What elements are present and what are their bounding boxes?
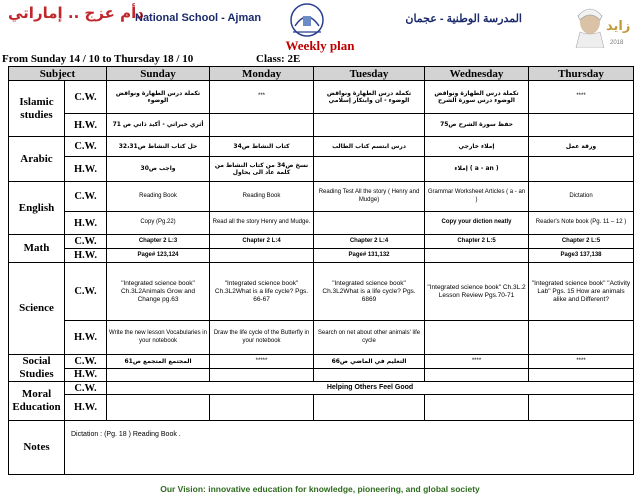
- col-header-monday: Monday: [210, 67, 314, 81]
- cell: Reading Test All the story ( Henry and Mudge): [314, 182, 425, 212]
- date-range: From Sunday 14 / 10 to Thursday 18 / 10: [2, 53, 194, 65]
- cell: Chapter 2 L:4: [314, 235, 425, 249]
- cell: [210, 395, 314, 421]
- cell: Page# 123,124: [107, 249, 210, 263]
- table-row: [9, 395, 634, 421]
- cell: "Integrated science book" Ch.3L2What is a life cycle? Pgs. 66-67: [210, 263, 314, 321]
- cell: واجب ص30: [107, 157, 210, 182]
- cell: [210, 249, 314, 263]
- subject-social-studies: Social Studies: [9, 355, 65, 382]
- cell: [210, 368, 314, 382]
- cell: [529, 157, 634, 182]
- row-type: H.W.: [65, 114, 107, 137]
- table-row: [9, 235, 634, 249]
- subject-arabic: Arabic: [9, 137, 65, 182]
- school-name-ar: المدرسة الوطنية - عجمان: [405, 13, 522, 25]
- row-type: H.W.: [65, 321, 107, 355]
- cell: "Integrated science book" "Activity Lab" Pgs. 15 How are animals alike and Different?: [529, 263, 634, 321]
- cell: [529, 395, 634, 421]
- cell: Chapter 2 L:5: [425, 235, 529, 249]
- cell: [314, 395, 425, 421]
- subject-notes: Notes: [9, 421, 65, 475]
- subject-science: Science: [9, 263, 65, 355]
- cell: Page3 137,138: [529, 249, 634, 263]
- cell: "Integrated science book" Ch.3L.2 Lesson Review Pgs.70-71: [425, 263, 529, 321]
- table-row: [9, 137, 634, 157]
- cell: ****: [425, 355, 529, 369]
- table-row: [9, 157, 634, 182]
- cell: "Integrated science book" Ch.3L2What is a life cycle? Pgs. 6869: [314, 263, 425, 321]
- cell: [529, 321, 634, 355]
- cell: Copy (Pg.22): [107, 212, 210, 235]
- cell: ****: [529, 355, 634, 369]
- cell: Write the new lesson Vocabularies in your notebook: [107, 321, 210, 355]
- cell: تكملة درس الطهارة ونواقض الوضوء: [107, 81, 210, 114]
- cell: [314, 114, 425, 137]
- cell: أثري خبراتي - أكيد ذاتي ص 71: [107, 114, 210, 137]
- col-header-thursday: Thursday: [529, 67, 634, 81]
- cell: [210, 114, 314, 137]
- cell: كتاب النشاط ص34: [210, 137, 314, 157]
- cell: درس ابتسم كتاب الطالب: [314, 137, 425, 157]
- table-row: [9, 368, 634, 382]
- cell: [425, 368, 529, 382]
- row-type: C.W.: [65, 263, 107, 321]
- table-row: [9, 421, 634, 475]
- table-row: [9, 114, 634, 137]
- cell: Chapter 2 L:4: [210, 235, 314, 249]
- cell: Grammar Worksheet Articles ( a - an ): [425, 182, 529, 212]
- merged-cell: Helping Others Feel Good: [107, 382, 634, 395]
- svg-text:2018: 2018: [610, 40, 624, 46]
- cell: [314, 368, 425, 382]
- cell: Read all the story Henry and Mudge.: [210, 212, 314, 235]
- cell: [425, 395, 529, 421]
- cell: [529, 368, 634, 382]
- subject-math: Math: [9, 235, 65, 263]
- cell: إملاء ( a - an ): [425, 157, 529, 182]
- subject-english: English: [9, 182, 65, 235]
- row-type: C.W.: [65, 235, 107, 249]
- row-type: H.W.: [65, 249, 107, 263]
- row-type: C.W.: [65, 81, 107, 114]
- row-type: C.W.: [65, 137, 107, 157]
- row-type: C.W.: [65, 355, 107, 369]
- cell: Search on net about other animals' life cycle: [314, 321, 425, 355]
- page-title: Weekly plan: [285, 38, 355, 53]
- table-row: [9, 249, 634, 263]
- cell: Copy your diction neatly: [425, 212, 529, 235]
- cell: [107, 368, 210, 382]
- cell: Draw the life cycle of the Butterfly in your notebook: [210, 321, 314, 355]
- cell: نسخ ص34 من كتاب النشاط من كلمة عاد الى يحاول: [210, 157, 314, 182]
- cell: Chapter 2 L:3: [107, 235, 210, 249]
- subject-islamic: Islamic studies: [9, 81, 65, 137]
- cell: Page# 131,132: [314, 249, 425, 263]
- table-row: [9, 321, 634, 355]
- cell: [107, 395, 210, 421]
- cell: حل كتاب النشاط ص32،31: [107, 137, 210, 157]
- table-row: [9, 263, 634, 321]
- cell: [425, 321, 529, 355]
- cell: Chapter 2 L:5: [529, 235, 634, 249]
- cell: حفظ سورة الشرح ص75: [425, 114, 529, 137]
- weekly-plan-table: [8, 66, 634, 475]
- cell: [314, 212, 425, 235]
- slogan: دأم عزج .. إماراتي: [8, 4, 144, 22]
- class-label: Class: 2E: [256, 53, 301, 65]
- cell: ****: [529, 81, 634, 114]
- table-row: [9, 212, 634, 235]
- svg-text:زايد: زايد: [606, 19, 631, 34]
- cell: ورقة عمل: [529, 137, 634, 157]
- cell: Reader's Note book (Pg. 11 – 12 ): [529, 212, 634, 235]
- row-type: H.W.: [65, 368, 107, 382]
- cell: Reading Book: [210, 182, 314, 212]
- cell: "Integrated science book" Ch.3L2Animals Grow and Change pg.63: [107, 263, 210, 321]
- row-type: C.W.: [65, 382, 107, 395]
- subject-moral-education: Moral Education: [9, 382, 65, 421]
- row-type: H.W.: [65, 157, 107, 182]
- cell: التعليم في الماضي ص66: [314, 355, 425, 369]
- row-type: C.W.: [65, 182, 107, 212]
- school-emblem-icon: [283, 2, 331, 40]
- row-type: H.W.: [65, 395, 107, 421]
- col-header-wednesday: Wednesday: [425, 67, 529, 81]
- cell: [529, 114, 634, 137]
- header-row: [9, 67, 634, 81]
- notes-text: Dictation : (Pg. 18 ) Reading Book .: [65, 421, 634, 475]
- cell: ***: [210, 81, 314, 114]
- cell: إملاء خارجي: [425, 137, 529, 157]
- cell: تكملة درس الطهارة ونواقض الوضوء درس سورة الشرح: [425, 81, 529, 114]
- cell: *****: [210, 355, 314, 369]
- col-header-sunday: Sunday: [107, 67, 210, 81]
- table-row: [9, 355, 634, 369]
- school-name-en: National School - Ajman: [135, 12, 262, 24]
- col-header-tuesday: Tuesday: [314, 67, 425, 81]
- table-row: [9, 182, 634, 212]
- table-row: [9, 382, 634, 395]
- cell: [425, 249, 529, 263]
- cell: Reading Book: [107, 182, 210, 212]
- cell: تكملة درس الطهارة ونواقض الوضوء - ان وابتكار إسلامي: [314, 81, 425, 114]
- cell: [314, 157, 425, 182]
- cell: Dictation: [529, 182, 634, 212]
- vision-statement: Our Vision: innovative education for knowledge, pioneering, and global society: [160, 484, 480, 494]
- table-row: [9, 81, 634, 114]
- col-header-subject: Subject: [9, 67, 107, 81]
- row-type: H.W.: [65, 212, 107, 235]
- cell: المجتمع المتجمع ص61: [107, 355, 210, 369]
